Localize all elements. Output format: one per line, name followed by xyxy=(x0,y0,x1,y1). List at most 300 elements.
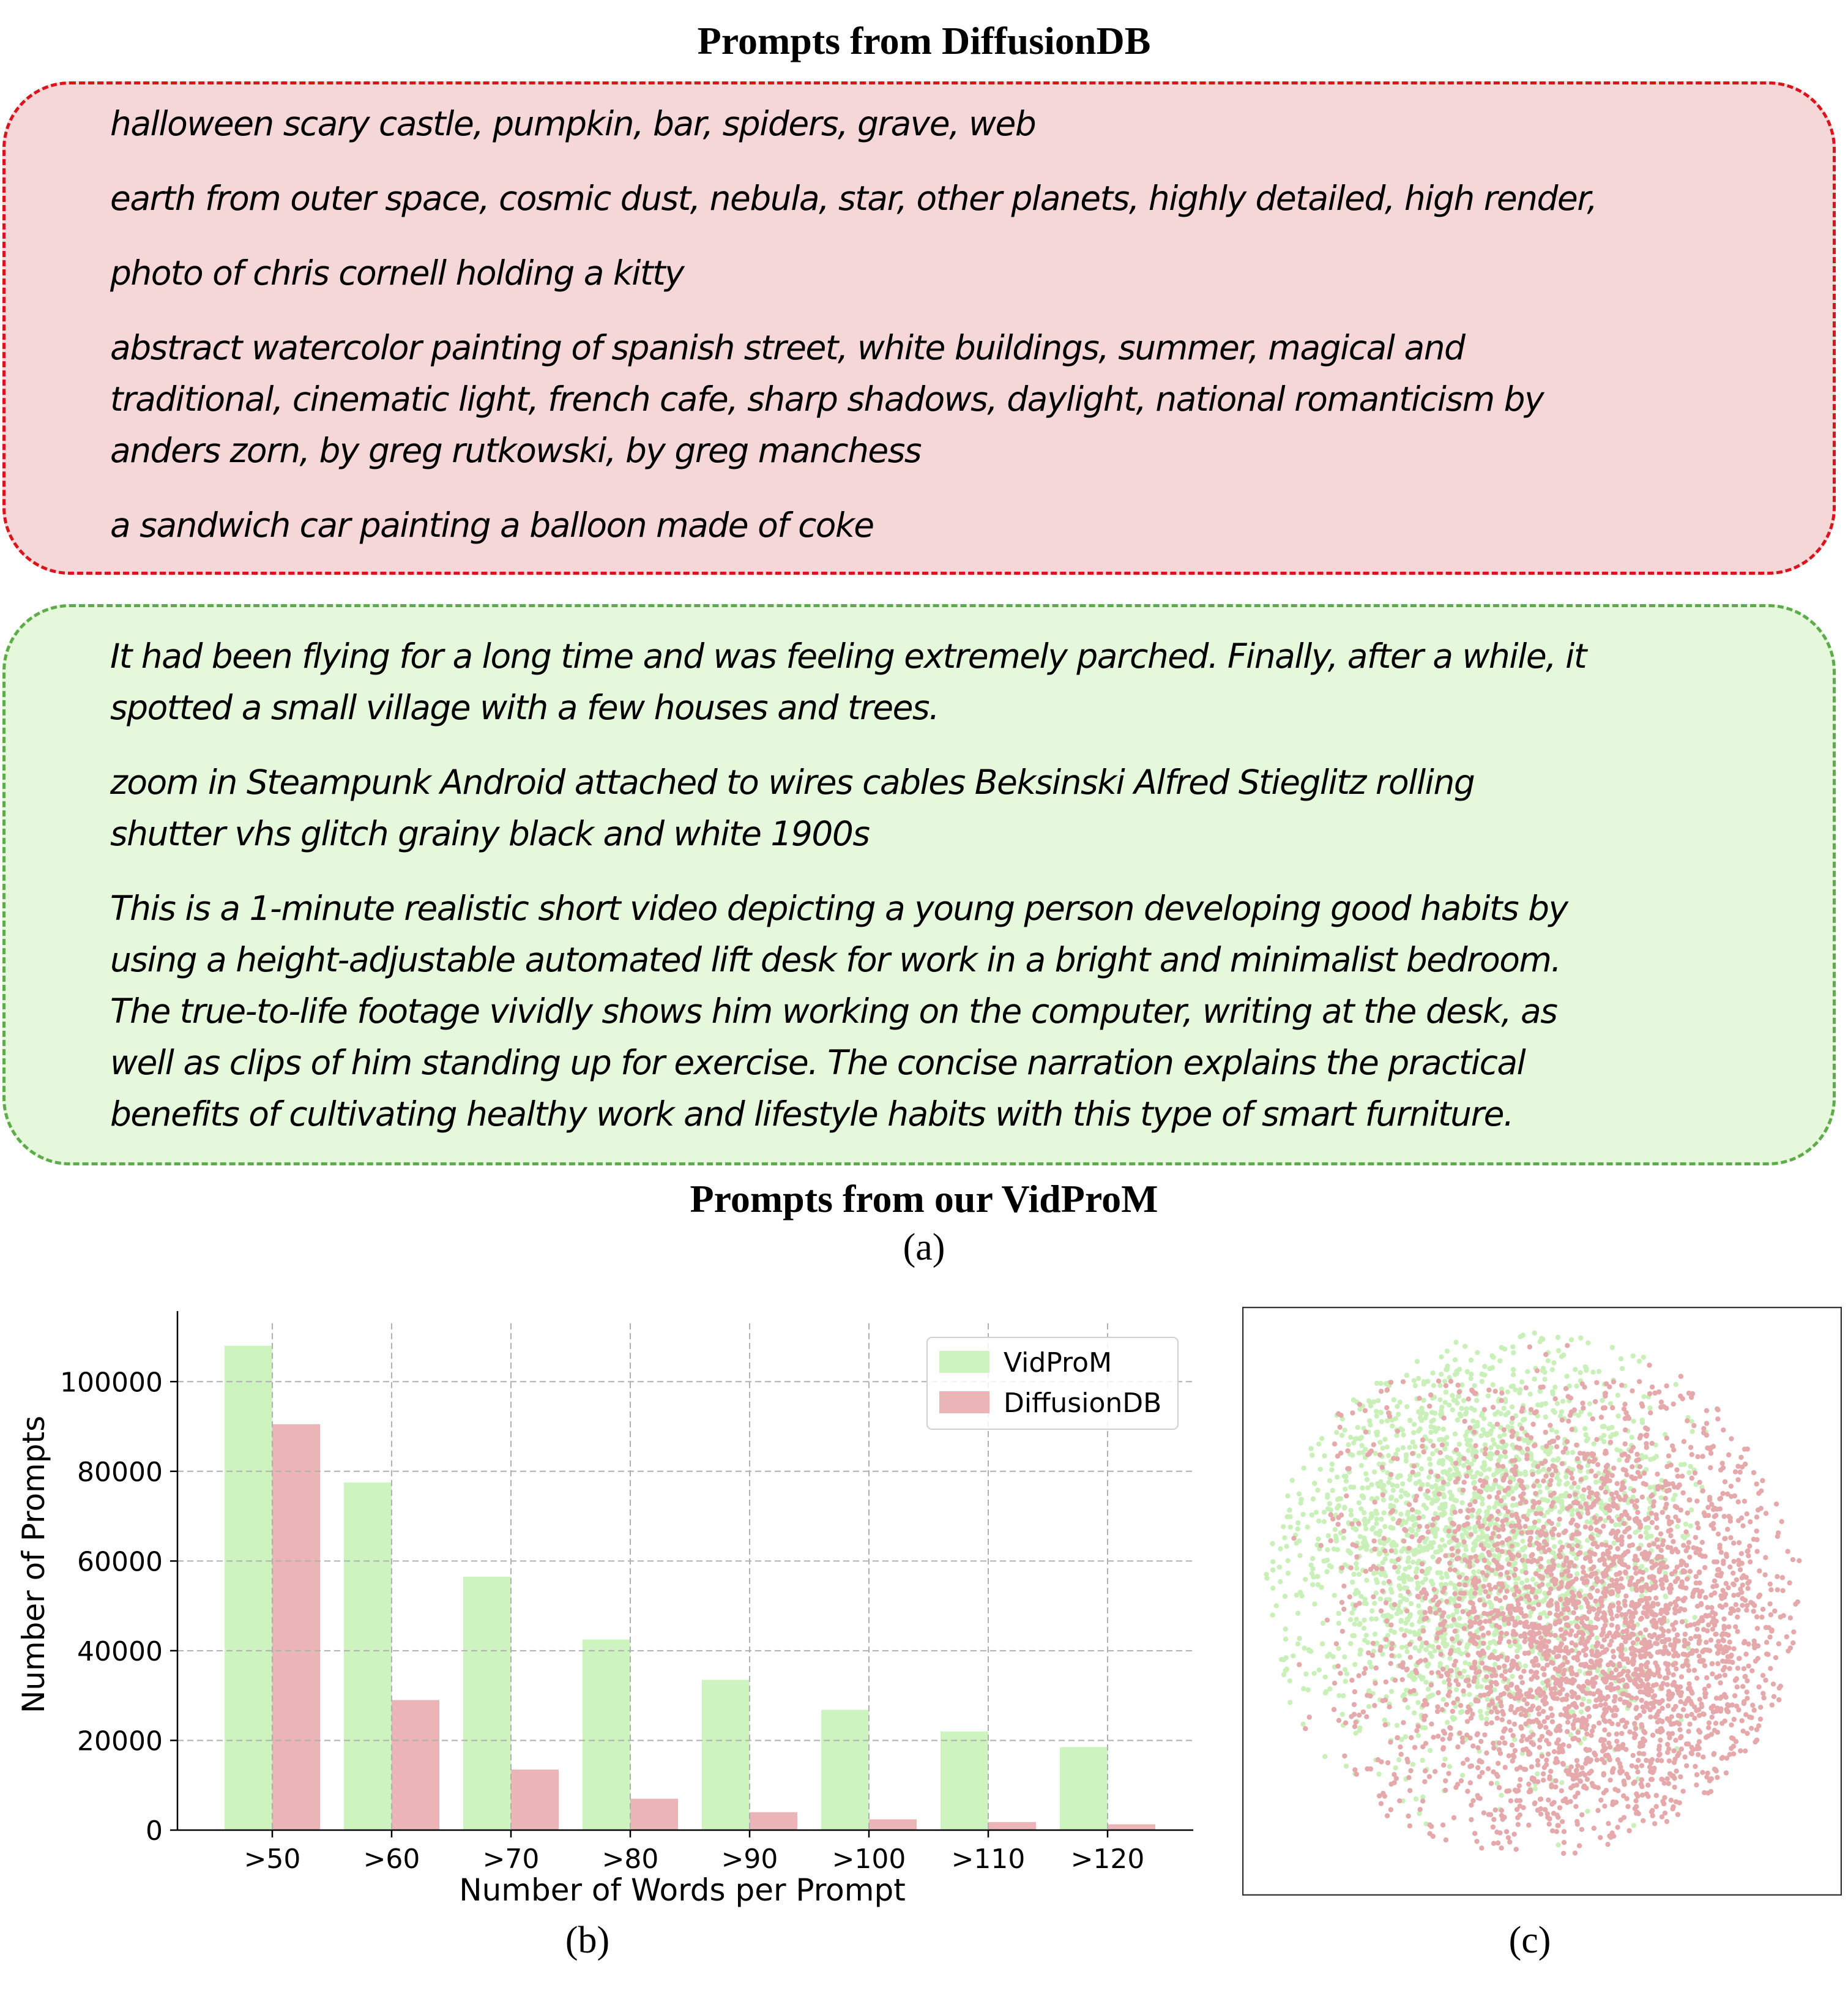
vidprom-point xyxy=(1325,1547,1330,1552)
diffusiondb-point xyxy=(1603,1594,1608,1599)
vidprom-point xyxy=(1336,1503,1341,1508)
vidprom-point xyxy=(1412,1378,1417,1383)
vidprom-point xyxy=(1375,1481,1380,1486)
vidprom-point xyxy=(1446,1533,1451,1538)
vidprom-point xyxy=(1297,1636,1302,1641)
prompt-line: abstract watercolor painting of spanish street, white buildings, summer, magical and xyxy=(110,328,1465,367)
diffusiondb-point xyxy=(1644,1582,1649,1587)
vidprom-point xyxy=(1442,1494,1447,1499)
vidprom-point xyxy=(1453,1340,1458,1345)
diffusiondb-point xyxy=(1503,1765,1508,1770)
vidprom-point xyxy=(1461,1463,1466,1468)
diffusiondb-point xyxy=(1325,1618,1330,1623)
diffusiondb-point xyxy=(1573,1492,1578,1497)
diffusiondb-point xyxy=(1504,1631,1509,1636)
diffusiondb-point xyxy=(1678,1394,1683,1399)
diffusiondb-point xyxy=(1531,1742,1536,1747)
diffusiondb-point xyxy=(1442,1731,1447,1736)
diffusiondb-point xyxy=(1675,1653,1680,1658)
vidprom-point xyxy=(1364,1578,1369,1583)
diffusiondb-point xyxy=(1608,1609,1613,1613)
diffusiondb-point xyxy=(1664,1819,1669,1824)
diffusiondb-point xyxy=(1552,1633,1557,1638)
diffusiondb-point xyxy=(1584,1580,1589,1585)
diffusiondb-point xyxy=(1613,1713,1618,1717)
x-tick-label: >110 xyxy=(951,1844,1026,1875)
vidprom-point xyxy=(1600,1398,1604,1403)
vidprom-point xyxy=(1391,1517,1396,1522)
diffusiondb-point xyxy=(1480,1661,1485,1665)
vidprom-point xyxy=(1469,1514,1474,1519)
diffusiondb-point xyxy=(1584,1574,1589,1579)
vidprom-point xyxy=(1383,1644,1388,1649)
diffusiondb-point xyxy=(1617,1517,1622,1522)
diffusiondb-point xyxy=(1570,1427,1574,1432)
diffusiondb-point xyxy=(1601,1571,1606,1576)
diffusiondb-point xyxy=(1446,1678,1451,1683)
vidprom-point xyxy=(1450,1504,1455,1509)
vidprom-point xyxy=(1639,1453,1644,1458)
diffusiondb-point xyxy=(1491,1531,1496,1536)
diffusiondb-point xyxy=(1675,1564,1680,1569)
diffusiondb-point xyxy=(1513,1748,1518,1753)
diffusiondb-point xyxy=(1334,1641,1339,1646)
diffusiondb-point xyxy=(1678,1734,1683,1739)
diffusiondb-point xyxy=(1638,1522,1643,1527)
vidprom-point xyxy=(1357,1436,1362,1441)
diffusiondb-point xyxy=(1493,1478,1498,1483)
diffusiondb-point xyxy=(1609,1531,1614,1536)
diffusiondb-point xyxy=(1772,1694,1776,1699)
diffusiondb-point xyxy=(1468,1555,1473,1560)
diffusiondb-point xyxy=(1572,1736,1577,1741)
vidprom-point xyxy=(1325,1492,1330,1497)
vidprom-point xyxy=(1335,1547,1340,1552)
vidprom-point xyxy=(1363,1526,1368,1531)
vidprom-point xyxy=(1557,1509,1562,1514)
vidprom-point xyxy=(1426,1495,1431,1500)
diffusiondb-point xyxy=(1701,1712,1706,1717)
vidprom-point xyxy=(1399,1488,1404,1493)
vidprom-point xyxy=(1475,1350,1480,1355)
diffusiondb-point xyxy=(1516,1553,1521,1558)
diffusiondb-point xyxy=(1628,1646,1633,1651)
diffusiondb-point xyxy=(1723,1536,1727,1541)
diffusiondb-point xyxy=(1556,1815,1560,1820)
diffusiondb-point xyxy=(1623,1603,1628,1608)
diffusiondb-point xyxy=(1573,1850,1578,1855)
diffusiondb-point xyxy=(1649,1643,1653,1648)
diffusiondb-point xyxy=(1661,1681,1666,1686)
diffusiondb-point xyxy=(1437,1600,1442,1605)
vidprom-point xyxy=(1366,1399,1371,1403)
diffusiondb-point xyxy=(1448,1725,1453,1730)
diffusiondb-point xyxy=(1562,1530,1567,1535)
diffusiondb-point xyxy=(1797,1558,1801,1563)
diffusiondb-point xyxy=(1720,1491,1725,1496)
vidprom-point xyxy=(1480,1501,1485,1506)
diffusiondb-point xyxy=(1656,1747,1661,1752)
diffusiondb-point xyxy=(1400,1677,1405,1682)
diffusiondb-point xyxy=(1431,1443,1436,1448)
diffusiondb-point xyxy=(1587,1747,1592,1752)
diffusiondb-point xyxy=(1380,1588,1385,1593)
diffusiondb-point xyxy=(1418,1487,1423,1492)
diffusiondb-point xyxy=(1689,1702,1694,1706)
diffusiondb-point xyxy=(1455,1744,1460,1749)
diffusiondb-point xyxy=(1678,1374,1683,1379)
diffusiondb-point xyxy=(1541,1771,1546,1776)
diffusiondb-point xyxy=(1499,1581,1504,1586)
vidprom-point xyxy=(1300,1722,1305,1727)
diffusiondb-point xyxy=(1567,1493,1572,1498)
diffusiondb-point xyxy=(1686,1681,1691,1686)
vidprom-point xyxy=(1475,1493,1480,1498)
vidprom-point xyxy=(1399,1627,1404,1632)
diffusiondb-point xyxy=(1745,1549,1750,1553)
diffusiondb-point xyxy=(1731,1744,1736,1749)
diffusiondb-point xyxy=(1574,1523,1579,1528)
vidprom-point xyxy=(1348,1508,1353,1512)
diffusiondb-point xyxy=(1576,1684,1581,1689)
diffusiondb-point xyxy=(1708,1789,1713,1794)
diffusiondb-point xyxy=(1483,1619,1488,1624)
vidprom-point xyxy=(1332,1593,1337,1598)
diffusiondb-point xyxy=(1483,1589,1488,1594)
vidprom-point xyxy=(1409,1601,1414,1606)
vidprom-point xyxy=(1288,1525,1293,1530)
diffusiondb-prompt xyxy=(110,322,1799,476)
diffusiondb-point xyxy=(1593,1473,1598,1478)
diffusiondb-point xyxy=(1583,1653,1588,1658)
diffusiondb-point xyxy=(1574,1623,1579,1628)
diffusiondb-point xyxy=(1790,1557,1795,1562)
diffusiondb-point xyxy=(1519,1738,1524,1743)
diffusiondb-point xyxy=(1493,1673,1498,1678)
diffusiondb-point xyxy=(1593,1399,1598,1404)
diffusiondb-point xyxy=(1497,1665,1502,1670)
diffusiondb-point xyxy=(1633,1733,1638,1738)
vidprom-point xyxy=(1457,1616,1462,1621)
vidprom-point xyxy=(1379,1517,1384,1522)
vidprom-point xyxy=(1464,1437,1469,1442)
vidprom-point xyxy=(1505,1389,1510,1394)
vidprom-point xyxy=(1455,1634,1459,1639)
x-tick-label: >120 xyxy=(1070,1844,1145,1875)
diffusiondb-point xyxy=(1452,1591,1457,1596)
diffusiondb-point xyxy=(1450,1636,1455,1641)
vidprom-point xyxy=(1570,1450,1575,1455)
prompt-line: a sandwich car painting a balloon made of coke xyxy=(110,506,874,545)
diffusiondb-point xyxy=(1671,1539,1675,1544)
vidprom-point xyxy=(1437,1383,1442,1388)
diffusiondb-point xyxy=(1566,1771,1571,1776)
diffusiondb-point xyxy=(1481,1584,1486,1589)
vidprom-point xyxy=(1688,1523,1693,1528)
vidprom-point xyxy=(1445,1364,1450,1369)
diffusiondb-point xyxy=(1645,1682,1650,1687)
diffusiondb-point xyxy=(1518,1675,1523,1680)
diffusiondb-point xyxy=(1600,1644,1604,1649)
vidprom-point xyxy=(1354,1561,1358,1566)
vidprom-point xyxy=(1300,1512,1305,1517)
diffusiondb-point xyxy=(1475,1731,1480,1736)
diffusiondb-point xyxy=(1486,1812,1491,1817)
diffusiondb-point xyxy=(1602,1711,1607,1716)
diffusiondb-point xyxy=(1633,1517,1637,1522)
diffusiondb-point xyxy=(1674,1467,1679,1472)
vidprom-point xyxy=(1564,1374,1569,1378)
diffusiondb-point xyxy=(1495,1517,1500,1522)
vidprom-point xyxy=(1489,1487,1494,1492)
vidprom-point xyxy=(1641,1394,1646,1399)
vidprom-point xyxy=(1366,1704,1371,1709)
vidprom-point xyxy=(1479,1412,1484,1417)
diffusiondb-point xyxy=(1675,1485,1680,1490)
diffusiondb-point xyxy=(1556,1737,1561,1742)
vidprom-point xyxy=(1478,1591,1483,1596)
vidprom-point xyxy=(1532,1377,1537,1381)
vidprom-point xyxy=(1559,1780,1564,1785)
vidprom-point xyxy=(1455,1418,1460,1422)
diffusiondb-point xyxy=(1674,1800,1678,1804)
diffusiondb-point xyxy=(1609,1639,1614,1643)
diffusiondb-point xyxy=(1489,1699,1494,1703)
diffusiondb-point xyxy=(1768,1612,1773,1617)
vidprom-point xyxy=(1502,1406,1507,1411)
vidprom-point xyxy=(1554,1429,1559,1434)
diffusiondb-point xyxy=(1559,1627,1563,1632)
diffusiondb-point xyxy=(1507,1639,1511,1644)
vidprom-point xyxy=(1357,1725,1362,1730)
prompt-line: The true-to-life footage vividly shows him working on the computer, writing at the desk, as xyxy=(110,992,1557,1031)
diffusiondb-point xyxy=(1546,1741,1551,1746)
diffusiondb-point xyxy=(1619,1576,1623,1581)
diffusiondb-point xyxy=(1493,1389,1498,1394)
vidprom-point xyxy=(1464,1645,1469,1650)
vidprom-point xyxy=(1386,1480,1391,1485)
vidprom-point xyxy=(1388,1496,1393,1501)
diffusiondb-point xyxy=(1575,1456,1580,1461)
vidprom-point xyxy=(1463,1411,1468,1416)
vidprom-point xyxy=(1447,1764,1452,1769)
vidprom-point xyxy=(1543,1449,1548,1454)
diffusiondb-point xyxy=(1667,1758,1672,1763)
diffusiondb-point xyxy=(1655,1636,1660,1641)
vidprom-point xyxy=(1439,1411,1444,1416)
diffusiondb-point xyxy=(1702,1511,1707,1516)
diffusiondb-point xyxy=(1525,1530,1530,1535)
vidprom-point xyxy=(1423,1680,1428,1684)
diffusiondb-point xyxy=(1576,1511,1581,1516)
diffusiondb-point xyxy=(1735,1607,1740,1612)
diffusiondb-point xyxy=(1511,1528,1516,1533)
vidprom-point xyxy=(1440,1462,1445,1467)
diffusiondb-point xyxy=(1538,1564,1543,1569)
diffusiondb-point xyxy=(1675,1576,1680,1581)
vidprom-point xyxy=(1445,1720,1450,1725)
diffusiondb-point xyxy=(1603,1702,1608,1706)
vidprom-point xyxy=(1342,1654,1347,1659)
diffusiondb-point xyxy=(1363,1666,1368,1671)
vidprom-point xyxy=(1540,1599,1545,1604)
diffusiondb-point xyxy=(1742,1699,1746,1704)
diffusiondb-point xyxy=(1605,1685,1610,1690)
vidprom-point xyxy=(1556,1335,1560,1340)
diffusiondb-point xyxy=(1661,1619,1666,1624)
diffusiondb-point xyxy=(1535,1530,1540,1535)
diffusiondb-point xyxy=(1438,1450,1443,1455)
diffusiondb-point xyxy=(1731,1582,1735,1587)
diffusiondb-point xyxy=(1515,1692,1520,1697)
diffusiondb-point xyxy=(1541,1478,1546,1483)
vidprom-point xyxy=(1283,1626,1288,1631)
diffusiondb-point xyxy=(1735,1500,1740,1504)
diffusiondb-point xyxy=(1645,1605,1650,1610)
diffusiondb-point xyxy=(1549,1530,1554,1534)
diffusiondb-point xyxy=(1440,1443,1445,1448)
diffusiondb-point xyxy=(1515,1445,1519,1449)
diffusiondb-point xyxy=(1600,1579,1604,1584)
diffusiondb-point xyxy=(1532,1622,1537,1627)
diffusiondb-point xyxy=(1727,1564,1732,1569)
diffusiondb-point xyxy=(1593,1752,1598,1757)
diffusiondb-point xyxy=(1457,1671,1462,1676)
diffusiondb-point xyxy=(1548,1706,1553,1711)
diffusiondb-point xyxy=(1657,1569,1662,1574)
diffusiondb-point xyxy=(1546,1752,1551,1757)
diffusiondb-point xyxy=(1429,1683,1434,1687)
vidprom-point xyxy=(1563,1474,1568,1479)
vidprom-point xyxy=(1374,1517,1379,1522)
vidprom-point xyxy=(1287,1508,1292,1512)
vidprom-point xyxy=(1517,1644,1522,1649)
diffusiondb-point xyxy=(1595,1808,1600,1813)
vidprom-point xyxy=(1497,1358,1502,1363)
diffusiondb-point xyxy=(1590,1606,1595,1611)
diffusiondb-point xyxy=(1498,1700,1503,1705)
diffusiondb-point xyxy=(1499,1673,1504,1678)
diffusiondb-point xyxy=(1774,1501,1779,1506)
vidprom-point xyxy=(1382,1541,1387,1546)
diffusiondb-point xyxy=(1457,1575,1462,1580)
vidprom-point xyxy=(1348,1435,1353,1440)
diffusiondb-point xyxy=(1467,1502,1472,1507)
diffusiondb-point xyxy=(1545,1715,1550,1720)
diffusiondb-point xyxy=(1637,1713,1642,1718)
vidprom-point xyxy=(1446,1614,1451,1619)
diffusiondb-point xyxy=(1507,1536,1511,1541)
diffusiondb-point xyxy=(1735,1477,1740,1482)
diffusiondb-point xyxy=(1642,1642,1647,1647)
vidprom-point xyxy=(1428,1748,1433,1753)
diffusiondb-point xyxy=(1617,1664,1622,1669)
vidprom-point xyxy=(1587,1411,1592,1416)
diffusiondb-point xyxy=(1513,1567,1518,1572)
diffusiondb-point xyxy=(1681,1707,1686,1712)
diffusiondb-point xyxy=(1519,1530,1524,1535)
diffusiondb-point xyxy=(1589,1534,1593,1539)
vidprom-point xyxy=(1474,1398,1479,1403)
diffusiondb-point xyxy=(1616,1601,1621,1605)
diffusiondb-point xyxy=(1511,1733,1516,1738)
vidprom-point xyxy=(1342,1504,1347,1509)
vidprom-point xyxy=(1511,1367,1516,1372)
vidprom-point xyxy=(1410,1560,1415,1564)
diffusiondb-point xyxy=(1484,1721,1489,1726)
vidprom-point xyxy=(1295,1642,1300,1646)
diffusiondb-point xyxy=(1471,1605,1476,1610)
diffusiondb-point xyxy=(1625,1656,1630,1661)
diffusiondb-point xyxy=(1538,1635,1543,1640)
diffusiondb-point xyxy=(1727,1659,1732,1664)
diffusiondb-point xyxy=(1563,1616,1568,1621)
diffusiondb-point xyxy=(1763,1555,1768,1560)
diffusiondb-point xyxy=(1776,1686,1781,1691)
diffusiondb-point xyxy=(1593,1499,1598,1504)
vidprom-point xyxy=(1522,1545,1527,1550)
vidprom-point xyxy=(1415,1561,1420,1566)
diffusiondb-point xyxy=(1639,1588,1644,1593)
vidprom-point xyxy=(1351,1572,1356,1577)
vidprom-point xyxy=(1330,1462,1335,1467)
diffusiondb-point xyxy=(1457,1640,1462,1645)
diffusiondb-point xyxy=(1437,1607,1442,1612)
diffusiondb-point xyxy=(1541,1525,1546,1530)
diffusiondb-point xyxy=(1530,1422,1535,1427)
diffusiondb-point xyxy=(1685,1713,1690,1718)
diffusiondb-point xyxy=(1560,1663,1565,1668)
vidprom-point xyxy=(1374,1521,1379,1526)
diffusiondb-point xyxy=(1611,1649,1615,1654)
diffusiondb-point xyxy=(1385,1760,1390,1765)
diffusiondb-point xyxy=(1672,1640,1677,1645)
vidprom-point xyxy=(1419,1467,1424,1471)
diffusiondb-point xyxy=(1633,1798,1638,1803)
diffusiondb-point xyxy=(1623,1441,1628,1446)
vidprom-point xyxy=(1368,1403,1373,1408)
diffusiondb-point xyxy=(1418,1807,1423,1812)
diffusiondb-point xyxy=(1775,1587,1780,1592)
diffusiondb-point xyxy=(1683,1632,1688,1637)
diffusiondb-point xyxy=(1676,1713,1681,1718)
diffusiondb-point xyxy=(1754,1514,1759,1519)
diffusiondb-point xyxy=(1535,1368,1540,1373)
vidprom-point xyxy=(1404,1454,1409,1459)
vidprom-point xyxy=(1430,1370,1435,1375)
diffusiondb-point xyxy=(1671,1707,1676,1712)
vidprom-point xyxy=(1559,1354,1564,1359)
diffusiondb-point xyxy=(1615,1529,1620,1534)
vidprom-point xyxy=(1437,1397,1442,1402)
diffusiondb-point xyxy=(1544,1662,1549,1667)
vidprom-point xyxy=(1362,1626,1366,1631)
diffusiondb-point xyxy=(1722,1665,1727,1670)
diffusiondb-point xyxy=(1623,1747,1628,1752)
diffusiondb-point xyxy=(1526,1782,1531,1787)
diffusiondb-point xyxy=(1409,1735,1414,1740)
diffusiondb-point xyxy=(1751,1642,1756,1647)
diffusiondb-point xyxy=(1719,1605,1724,1610)
diffusiondb-point xyxy=(1644,1701,1649,1706)
diffusiondb-point xyxy=(1498,1637,1503,1642)
vidprom-point xyxy=(1364,1547,1369,1552)
diffusiondb-point xyxy=(1501,1712,1506,1717)
diffusiondb-point xyxy=(1601,1630,1606,1635)
vidprom-bar xyxy=(1060,1747,1108,1830)
vidprom-point xyxy=(1502,1347,1507,1351)
diffusiondb-point xyxy=(1669,1462,1674,1467)
